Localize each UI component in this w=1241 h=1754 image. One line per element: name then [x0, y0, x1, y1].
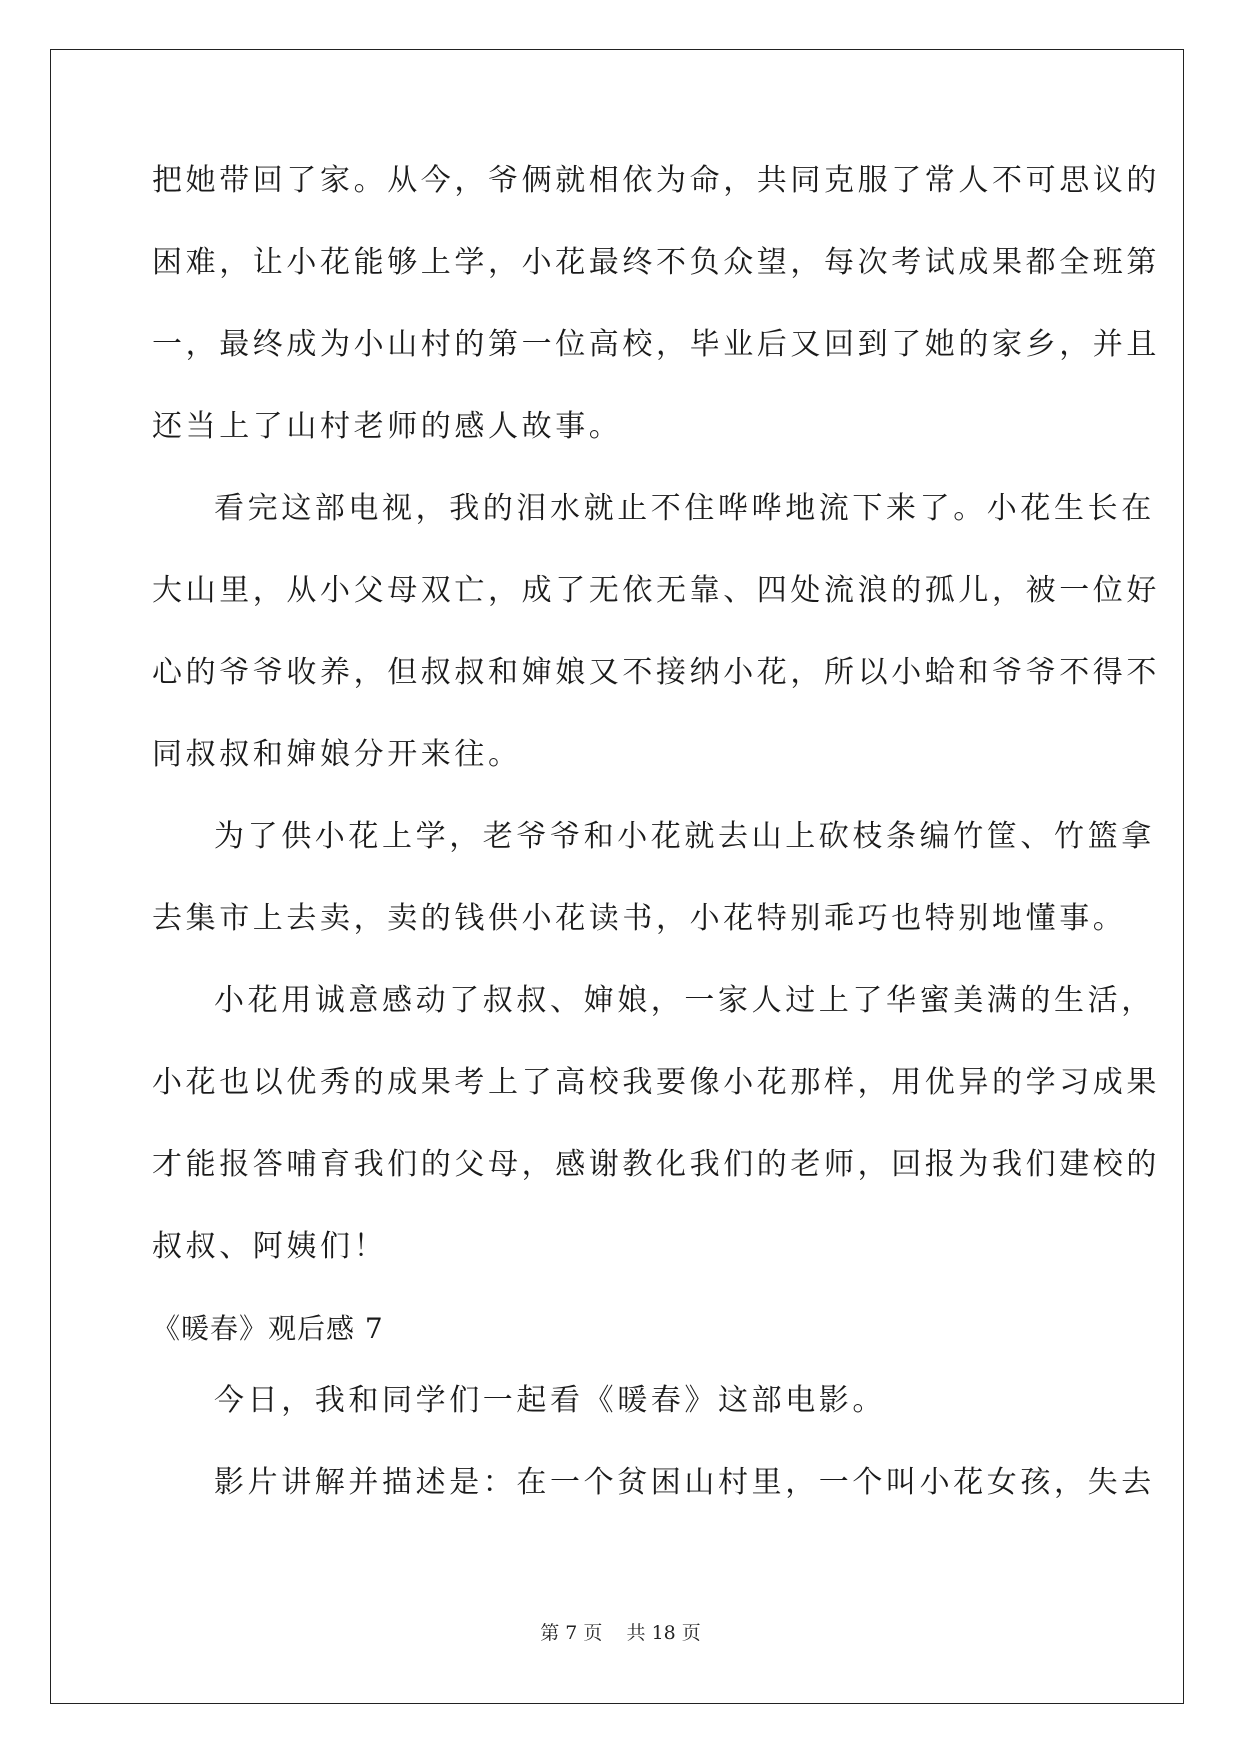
body-line: 把她带回了家。从今，爷俩就相依为命，共同克服了常人不可思议的: [152, 163, 1160, 198]
body-line: 大山里，从小父母双亡，成了无依无靠、四处流浪的孤儿，被一位好: [152, 573, 1160, 608]
body-line: 才能报答哺育我们的父母，感谢教化我们的老师，回报为我们建校的: [152, 1147, 1160, 1182]
body-line: 还当上了山村老师的感人故事。: [152, 409, 623, 444]
paragraph-start-line: 小花用诚意感动了叔叔、婶娘，一家人过上了华蜜美满的生活，: [214, 983, 1155, 1018]
body-line: 小花也以优秀的成果考上了高校我要像小花那样，用优异的学习成果: [152, 1065, 1160, 1100]
paragraph-start-line: 看完这部电视，我的泪水就止不住哗哗地流下来了。小花生长在: [214, 491, 1155, 526]
body-line: 叔叔、阿姨们！: [152, 1229, 388, 1264]
page-footer: [0, 1618, 1241, 1645]
paragraph-start-line: 影片讲解并描述是：在一个贫困山村里，一个叫小花女孩，失去: [214, 1465, 1155, 1500]
section-heading: 《暖春》观后感 7: [152, 1312, 384, 1345]
document-body: [152, 163, 1160, 1548]
body-line: 去集市上去卖，卖的钱供小花读书，小花特别乖巧也特别地懂事。: [152, 901, 1127, 936]
body-line: 一，最终成为小山村的第一位高校，毕业后又回到了她的家乡，并且: [152, 327, 1160, 362]
paragraph-start-line: 今日，我和同学们一起看《暖春》这部电影。: [214, 1383, 886, 1418]
paragraph-start-line: 为了供小花上学，老爷爷和小花就去山上砍枝条编竹筐、竹篮拿: [214, 819, 1155, 854]
body-line: 困难，让小花能够上学，小花最终不负众望，每次考试成果都全班第: [152, 245, 1160, 280]
body-line: 同叔叔和婶娘分开来往。: [152, 737, 522, 772]
page-number: 第 7 页: [540, 1622, 603, 1644]
page-total: 共 18 页: [626, 1622, 701, 1644]
body-line: 心的爷爷收养，但叔叔和婶娘又不接纳小花，所以小蛤和爷爷不得不: [152, 655, 1160, 690]
